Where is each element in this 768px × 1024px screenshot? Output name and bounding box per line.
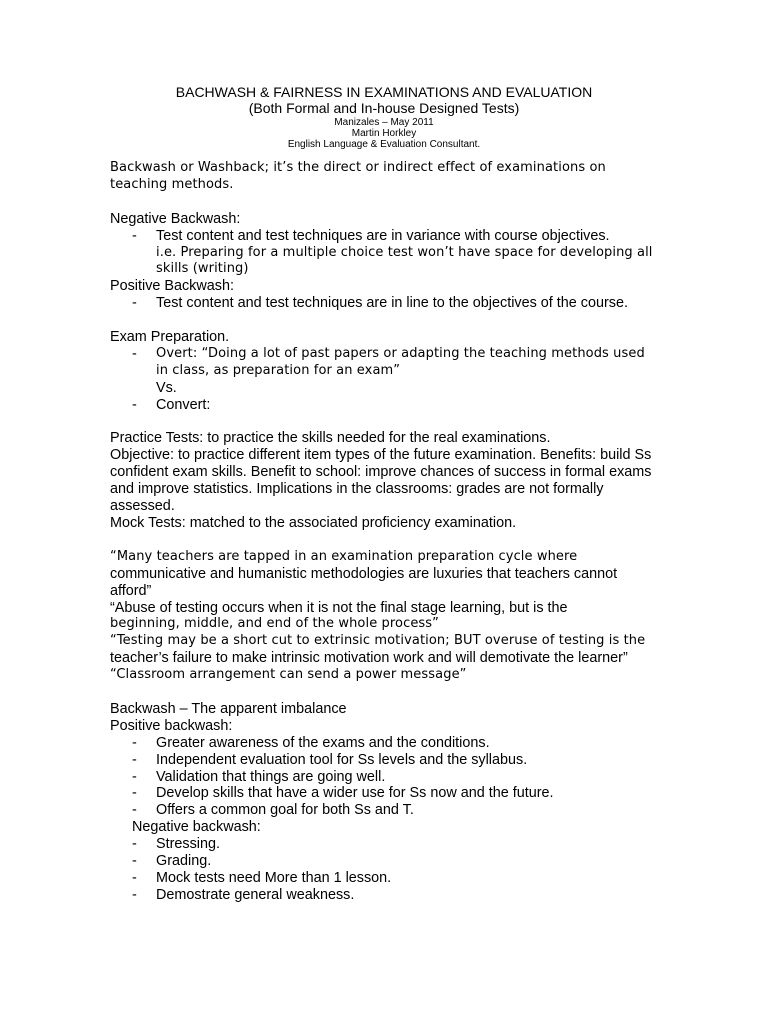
- convert-item: Convert:: [156, 396, 211, 413]
- positive-backwash-list-heading: Positive backwash:: [110, 717, 233, 734]
- quote-2-start: “Abuse of testing occurs when it is not the final stage learning, but is the: [110, 599, 568, 616]
- list-dash: -: [132, 869, 137, 886]
- list-item-text: Develop skills that have a wider use for Ss now and the future.: [156, 785, 554, 802]
- list-item: [132, 870, 658, 887]
- list-item-text: Offers a common goal for both Ss and T.: [156, 802, 414, 819]
- overt-item: Overt: “Doing a lot of past papers or adapting the teaching methods used in class, as preparation for an exam”: [156, 345, 645, 378]
- list-dash: -: [132, 768, 137, 785]
- list-dash: -: [132, 751, 137, 768]
- quote-1-start: “Many teachers are tapped in an examination preparation cycle where: [110, 548, 578, 564]
- list-dash: -: [132, 836, 137, 853]
- list-item: [132, 836, 658, 853]
- quote-2-end: beginning, middle, and end of the whole process”: [110, 616, 440, 632]
- list-item: [132, 752, 658, 769]
- author-role: English Language & Evaluation Consultant.: [287, 139, 481, 150]
- list-item: [132, 785, 658, 802]
- negative-backwash-list-heading: Negative backwash:: [132, 819, 261, 836]
- list-item: [132, 802, 658, 819]
- list-item: [132, 228, 658, 245]
- practice-tests-paragraph: Practice Tests: to practice the skills needed for the real examinations.: [110, 430, 551, 447]
- positive-backwash-list: [110, 735, 658, 820]
- positive-backwash-item: Test content and test techniques are in line to the objectives of the course.: [156, 295, 628, 312]
- list-item: [132, 853, 658, 870]
- list-dash: -: [132, 295, 137, 312]
- list-item: [132, 346, 658, 380]
- list-dash: -: [132, 886, 137, 903]
- document-title: BACHWASH & FAIRNESS IN EXAMINATIONS AND EVALUATION: [175, 84, 593, 100]
- document-body: [110, 160, 658, 904]
- imbalance-heading: Backwash – The apparent imbalance: [110, 700, 347, 717]
- list-item: [132, 397, 658, 414]
- list-item-text: Greater awareness of the exams and the conditions.: [156, 734, 490, 751]
- quote-3-start: “Testing may be a short cut to extrinsic motivation; BUT overuse of testing is the: [110, 633, 646, 649]
- list-dash: -: [132, 785, 137, 802]
- negative-backwash-list: [110, 836, 658, 904]
- quote-1-end: communicative and humanistic methodologies are luxuries that teachers cannot afford”: [110, 565, 618, 599]
- quote-3-end: teacher’s failure to make intrinsic motivation work and will demotivate the learner”: [110, 650, 628, 667]
- negative-backwash-heading: Negative Backwash:: [110, 210, 241, 227]
- mock-tests-paragraph: Mock Tests: matched to the associated proficiency examination.: [110, 514, 517, 531]
- list-item-text: Demostrate general weakness.: [156, 886, 355, 903]
- list-item-text: Grading.: [156, 853, 212, 870]
- list-dash: -: [132, 853, 137, 870]
- vs-text: Vs.: [156, 379, 177, 396]
- intro-paragraph: Backwash or Washback; it’s the direct or indirect effect of examinations on teaching methods.: [110, 160, 606, 192]
- list-item-text: Independent evaluation tool for Ss levels and the syllabus.: [156, 751, 528, 768]
- list-item-text: Stressing.: [156, 836, 220, 853]
- list-item: [132, 769, 658, 786]
- list-item: [132, 295, 658, 312]
- negative-backwash-item: Test content and test techniques are in variance with course objectives.: [156, 227, 610, 244]
- exam-preparation-heading: Exam Preparation.: [110, 329, 230, 346]
- list-item-text: Mock tests need More than 1 lesson.: [156, 869, 392, 886]
- location-date: Manizales – May 2011: [334, 117, 434, 128]
- list-dash: -: [132, 802, 137, 819]
- document-subtitle: (Both Formal and In-house Designed Tests): [248, 100, 520, 116]
- positive-backwash-heading: Positive Backwash:: [110, 278, 234, 295]
- author-name: Martin Horkley: [351, 128, 417, 139]
- list-dash: -: [132, 345, 137, 362]
- list-dash: -: [132, 734, 137, 751]
- objective-paragraph: Objective: to practice different item types of the future examination. Benefits: build Ss confident exam skills. Benefit to school: improve chances of success in formal exams and improve statistics. Implications in the classrooms: grades are not formally assessed.: [110, 447, 652, 515]
- list-item: [132, 735, 658, 752]
- list-item-text: Validation that things are going well.: [156, 768, 386, 785]
- list-dash: -: [132, 227, 137, 244]
- negative-backwash-example: i.e. Preparing for a multiple choice test won’t have space for developing all skills (writing): [156, 244, 653, 277]
- quote-4: “Classroom arrangement can send a power message”: [110, 667, 467, 683]
- list-item: [132, 887, 658, 904]
- list-dash: -: [132, 396, 137, 413]
